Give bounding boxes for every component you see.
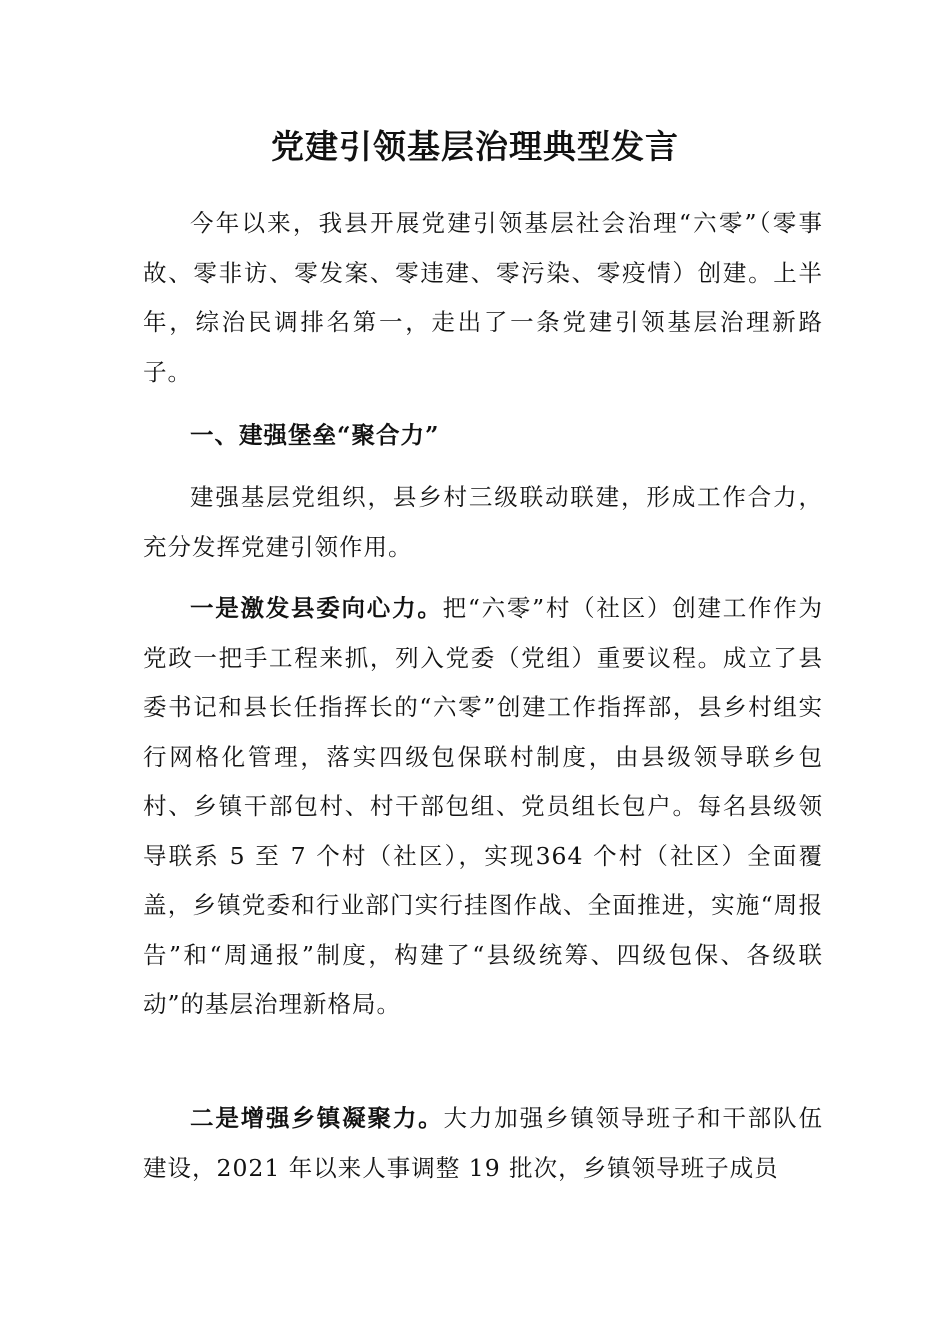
intro-paragraph: 今年以来，我县开展党建引领基层社会治理“六零”（零事故、零非访、零发案、零违建、零污染、零疫情）创建。上半年，综治民调排名第一，走出了一条党建引领基层治理新路子。 <box>143 209 823 386</box>
point-2-body: 大力加强乡镇领导班子和干部队伍建设，2021 年以来人事调整 19 批次，乡镇领导班子成员 <box>143 1104 824 1182</box>
point-1-body: 把“六零”村（社区）创建工作作为党政一把手工程来抓，列入党委（党组）重要议程。成立了县委书记和县长任指挥长的“六零”创建工作指挥部，县乡村组实行网格化管理，落实四级包保联村制度，由县级领导联乡包村、乡镇干部包村、村干部包组、党员组长包户。每名县级领导联系 5 至 7 个村（社区），实现364 个村（社区）全面覆盖，乡镇党委和行业部门实行挂图作战、全面推进，实施“周报告”和“周通报”制度，构建了“县级统筹、四级包保、各级联动”的基层治理新格局。 <box>143 594 824 1018</box>
point-1-lead: 一是激发县委向心力。 <box>190 594 443 622</box>
section-1-paragraph: 建强基层党组织，县乡村三级联动联建，形成工作合力，充分发挥党建引领作用。 <box>143 483 823 561</box>
section-heading-1: 一、建强堡垒“聚合力” <box>190 421 440 449</box>
point-1-paragraph <box>143 584 823 1030</box>
point-2-paragraph <box>143 1094 823 1193</box>
document-title: 党建引领基层治理典型发言 <box>271 127 679 166</box>
point-2-lead: 二是增强乡镇凝聚力。 <box>190 1104 444 1132</box>
